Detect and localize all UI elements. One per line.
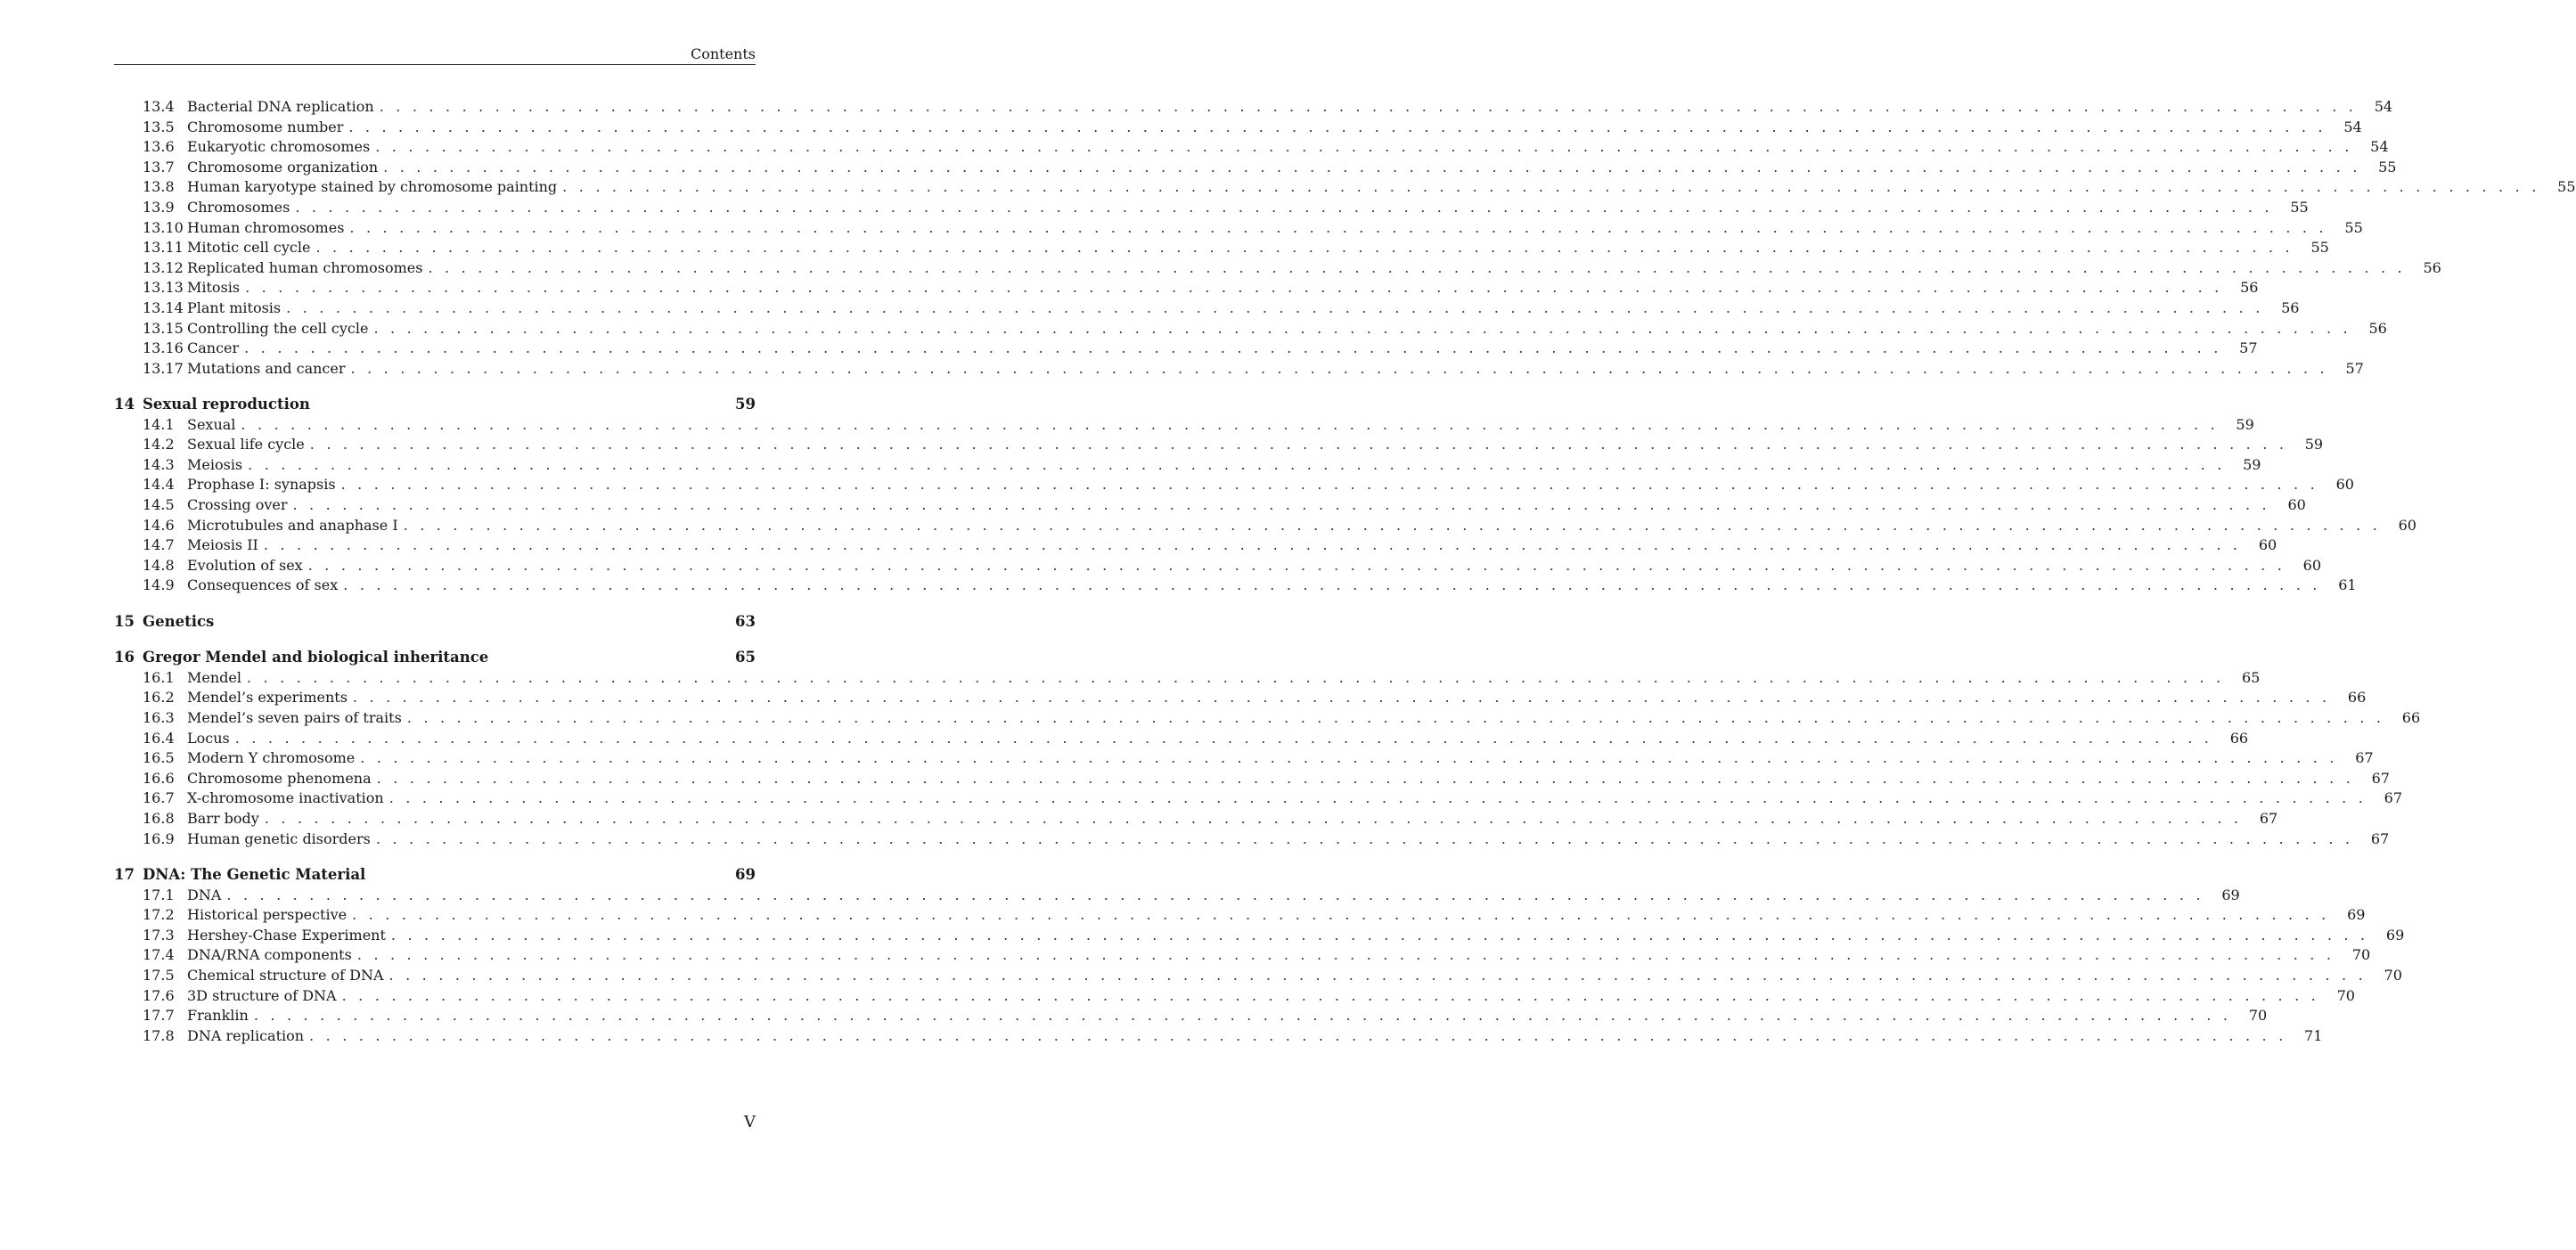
dot-leader: . . . . . . . . . . . . . . . . . . . . . . . . . . . . . . . . . . . . . . . . . . . . . . . . . . . . . . . . . . . . . . . . . . . . . . . . . . . . . . . . . . . . . . . . . . . . . . . . . . . . . . . . . . . . . . . . . . . . . . . . — [562, 178, 2540, 196]
toc-entry-title: Cancer — [187, 339, 240, 357]
toc-entry-number: 16.1 — [143, 668, 175, 686]
toc-entry-page: 70 — [2351, 946, 2371, 964]
page-number: V — [744, 1113, 756, 1132]
dot-leader: . . . . . . . . . . . . . . . . . . . . . . . . . . . . . . . . . . . . . . . . . . . . . . . . . . . . . . . . . . . . . . . . . . . . . . . . . . . . . . . . . . . . . . . . . . . . . . . . . . . . . . . . . . . . . . . . . . . . . . . . — [340, 476, 2318, 494]
dot-leader: . . . . . . . . . . . . . . . . . . . . . . . . . . . . . . . . . . . . . . . . . . . . . . . . . . . . . . . . . . . . . . . . . . . . . . . . . . . . . . . . . . . . . . . . . . . . . . . . . . . . . . . . . . . . . . . . . . . . . . . . — [226, 886, 2204, 903]
toc-entry-title: Modern Y chromosome — [187, 749, 356, 767]
toc-section-entry[interactable] — [114, 1026, 2323, 1047]
toc-entry-title: X-chromosome inactivation — [187, 789, 384, 807]
toc-section-entry[interactable] — [114, 769, 2390, 789]
toc-entry-page: 60 — [2398, 516, 2417, 534]
toc-entry-title: Locus — [187, 729, 230, 747]
dot-leader: . . . . . . . . . . . . . . . . . . . . . . . . . . . . . . . . . . . . . . . . . . . . . . . . . . . . . . . . . . . . . . . . . . . . . . . . . . . . . . . . . . . . . . . . . . . . . . . . . . . . . . . . . . . . . . . . . . . . . . . . — [245, 279, 2223, 297]
toc-entry-number: 13.15 — [143, 319, 184, 337]
toc-section-entry[interactable] — [114, 688, 2367, 708]
dot-leader: . . . . . . . . . . . . . . . . . . . . . . . . . . . . . . . . . . . . . . . . . . . . . . . . . . . . . . . . . . . . . . . . . . . . . . . . . . . . . . . . . . . . . . . . . . . . . . . . . . . . . . . . . . . . . . . . . . . . . . . . — [234, 729, 2213, 747]
toc-entry-page: 56 — [2281, 298, 2300, 316]
toc-entry-number: 17.7 — [143, 1007, 175, 1025]
toc-entry-page: 57 — [2345, 359, 2364, 377]
toc-entry-title: Consequences of sex — [187, 576, 339, 594]
toc-entry-title: Mendel — [187, 668, 241, 686]
toc-section-entry[interactable] — [114, 966, 2402, 986]
toc-entry-title: Human chromosomes — [187, 218, 345, 236]
toc-entry-number: 13.6 — [143, 138, 175, 156]
toc-entry-page: 59 — [2243, 455, 2261, 473]
dot-leader: . . . . . . . . . . . . . . . . . . . . . . . . . . . . . . . . . . . . . . . . . . . . . . . . . . . . . . . . . . . . . . . . . . . . . . . . . . . . . . . . . . . . . . . . . . . . . . . . . . . . . . . . . . . . . . . . . . . . . . . . — [388, 789, 2367, 807]
dot-leader: . . . . . . . . . . . . . . . . . . . . . . . . . . . . . . . . . . . . . . . . . . . . . . . . . . . . . . . . . . . . . . . . . . . . . . . . . . . . . . . . . . . . . . . . . . . . . . . . . . . . . . . . . . . . . . . . . . . . . . . . — [264, 809, 2243, 827]
toc-section-entry[interactable] — [114, 788, 2403, 809]
toc-entry-title: Barr body — [187, 809, 259, 827]
toc-entry-number: 13.17 — [143, 359, 184, 377]
toc-entry-page: 66 — [2347, 689, 2367, 707]
toc-section-entry[interactable] — [114, 886, 2240, 906]
toc-section-entry[interactable] — [114, 1006, 2268, 1026]
dot-leader: . . . . . . . . . . . . . . . . . . . . . . . . . . . . . . . . . . . . . . . . . . . . . . . . . . . . . . . . . . . . . . . . . . . . . . . . . . . . . . . . . . . . . . . . . . . . . . . . . . . . . . . . . . . . . . . . . . . . . . . . — [373, 319, 2351, 337]
toc-entry-title: Replicated human chromosomes — [187, 258, 423, 276]
toc-entry-number: 13.11 — [143, 239, 184, 257]
toc-entry-title: Bacterial DNA replication — [187, 98, 374, 115]
toc-entry-page: 54 — [2370, 138, 2389, 156]
toc-entry-page: 59 — [2304, 436, 2324, 453]
toc-entry-number: 17.3 — [143, 926, 175, 944]
toc-entry-number: 13.10 — [143, 218, 184, 236]
toc-entry-page: 54 — [2343, 118, 2362, 135]
running-header — [114, 45, 756, 65]
toc-entry-title: Chromosome phenomena — [187, 769, 372, 787]
toc-entry-number: 13.12 — [143, 258, 184, 276]
dot-leader: . . . . . . . . . . . . . . . . . . . . . . . . . . . . . . . . . . . . . . . . . . . . . . . . . . . . . . . . . . . . . . . . . . . . . . . . . . . . . . . . . . . . . . . . . . . . . . . . . . . . . . . . . . . . . . . . . . . . . . . . — [348, 118, 2327, 135]
toc-entry-number: 17.4 — [143, 946, 175, 964]
table-of-contents — [114, 97, 2576, 1046]
toc-entry-page: 70 — [2336, 986, 2355, 1004]
dot-leader: . . . . . . . . . . . . . . . . . . . . . . . . . . . . . . . . . . . . . . . . . . . . . . . . . . . . . . . . . . . . . . . . . . . . . . . . . . . . . . . . . . . . . . . . . . . . . . . . . . . . . . . . . . . . . . . . . . . . . . . . — [315, 239, 2294, 257]
toc-entry-page: 55 — [2344, 218, 2363, 236]
toc-entry-number: 14.1 — [143, 415, 175, 433]
toc-entry-title: Plant mitosis — [187, 298, 282, 316]
toc-section-entry[interactable] — [114, 435, 2324, 455]
toc-section-entry[interactable] — [114, 238, 2329, 258]
toc-entry-title: Genetics — [143, 612, 215, 630]
toc-entry-title: Chemical structure of DNA — [187, 966, 384, 984]
toc-section-entry[interactable] — [114, 359, 2364, 380]
dot-leader: . . . . . . . . . . . . . . . . . . . . . . . . . . . . . . . . . . . . . . . . . . . . . . . . . . . . . . . . . . . . . . . . . . . . . . . . . . . . . . . . . . . . . . . . . . . . . . . . . . . . . . . . . . . . . . . . . . . . . . . . — [375, 829, 2354, 847]
dot-leader: . . . . . . . . . . . . . . . . . . . . . . . . . . . . . . . . . . . . . . . . . . . . . . . . . . . . . . . . . . . . . . . . . . . . . . . . . . . . . . . . . . . . . . . . . . . . . . . . . . . . . . . . . . . . . . . . . . . . . . . . — [428, 258, 2406, 276]
dot-leader: . . . . . . . . . . . . . . . . . . . . . . . . . . . . . . . . . . . . . . . . . . . . . . . . . . . . . . . . . . . . . . . . . . . . . . . . . . . . . . . . . . . . . . . . . . . . . . . . . . . . . . . . . . . . . . . . . . . . . . . . — [263, 536, 2242, 554]
toc-entry-title: Chromosomes — [187, 198, 290, 216]
toc-entry-number: 14.6 — [143, 516, 175, 534]
toc-section-entry[interactable] — [114, 708, 2421, 729]
toc-entry-page: 60 — [2302, 556, 2322, 574]
toc-section-entry[interactable] — [114, 829, 2390, 850]
toc-entry-page: 67 — [2370, 829, 2390, 847]
toc-chapter-entry[interactable] — [114, 395, 756, 415]
toc-entry-page: 55 — [2378, 158, 2397, 176]
toc-section-entry[interactable] — [114, 556, 2322, 576]
toc-section-entry[interactable] — [114, 258, 2441, 279]
toc-entry-number: 17.2 — [143, 906, 175, 924]
toc-entry-page: 66 — [2229, 729, 2249, 747]
toc-entry-title: 3D structure of DNA — [187, 986, 337, 1004]
toc-section-entry[interactable] — [114, 137, 2389, 158]
dot-leader: . . . . . . . . . . . . . . . . . . . . . . . . . . . . . . . . . . . . . . . . . . . . . . . . . . . . . . . . . . . . . . . . . . . . . . . . . . . . . . . . . . . . . . . . . . . . . . . . . . . . . . . . . . . . . . . . . . . . . . . . — [375, 138, 2353, 156]
toc-entry-title: Prophase I: synapsis — [187, 476, 336, 494]
toc-entry-page: 56 — [2423, 258, 2441, 276]
toc-entry-number: 14.5 — [143, 496, 175, 514]
toc-entry-number: 13.5 — [143, 118, 175, 135]
dot-leader: . . . . . . . . . . . . . . . . . . . . . . . . . . . . . . . . . . . . . . . . . . . . . . . . . . . . . . . . . . . . . . . . . . . . . . . . . . . . . . . . . . . . . . . . . . . . . . . . . . . . . . . . . . . . . . . . . . . . . . . . — [253, 1007, 2232, 1025]
toc-section-entry[interactable] — [114, 339, 2258, 359]
toc-entry-page: 54 — [2374, 98, 2393, 115]
toc-entry-title: Crossing over — [187, 496, 288, 514]
dot-leader: . . . . . . . . . . . . . . . . . . . . . . . . . . . . . . . . . . . . . . . . . . . . . . . . . . . . . . . . . . . . . . . . . . . . . . . . . . . . . . . . . . . . . . . . . . . . . . . . . . . . . . . . . . . . . . . . . . . . . . . . — [388, 966, 2367, 984]
toc-entry-page: 61 — [2338, 576, 2357, 594]
toc-entry-number: 17.8 — [143, 1026, 175, 1044]
toc-entry-number: 14.7 — [143, 536, 175, 554]
toc-entry-title: DNA — [187, 886, 222, 903]
toc-entry-number: 14.4 — [143, 476, 175, 494]
dot-leader: . . . . . . . . . . . . . . . . . . . . . . . . . . . . . . . . . . . . . . . . . . . . . . . . . . . . . . . . . . . . . . . . . . . . . . . . . . . . . . . . . . . . . . . . . . . . . . . . . . . . . . . . . . . . . . . . . . . . . . . . — [292, 496, 2270, 514]
toc-entry-page: 70 — [2384, 966, 2402, 984]
toc-entry-number: 13.4 — [143, 98, 175, 115]
toc-entry-title: Franklin — [187, 1007, 249, 1025]
toc-entry-number: 16.3 — [143, 709, 175, 727]
toc-section-entry[interactable] — [114, 97, 2393, 118]
dot-leader: . . . . . . . . . . . . . . . . . . . . . . . . . . . . . . . . . . . . . . . . . . . . . . . . . . . . . . . . . . . . . . . . . . . . . . . . . . . . . . . . . . . . . . . . . . . . . . . . . . . . . . . . . . . . . . . . . . . . . . . . — [376, 769, 2354, 787]
toc-entry-title: Eukaryotic chromosomes — [187, 138, 371, 156]
toc-entry-title: Gregor Mendel and biological inheritance — [143, 649, 489, 666]
toc-entry-number: 17.5 — [143, 966, 175, 984]
dot-leader: . . . . . . . . . . . . . . . . . . . . . . . . . . . . . . . . . . . . . . . . . . . . . . . . . . . . . . . . . . . . . . . . . . . . . . . . . . . . . . . . . . . . . . . . . . . . . . . . . . . . . . . . . . . . . . . . . . . . . . . . — [246, 668, 2225, 686]
toc-section-entry[interactable] — [114, 278, 2259, 298]
toc-entry-page: 56 — [2240, 279, 2259, 297]
dot-leader: . . . . . . . . . . . . . . . . . . . . . . . . . . . . . . . . . . . . . . . . . . . . . . . . . . . . . . . . . . . . . . . . . . . . . . . . . . . . . . . . . . . . . . . . . . . . . . . . . . . . . . . . . . . . . . . . . . . . . . . . — [350, 359, 2328, 377]
dot-leader: . . . . . . . . . . . . . . . . . . . . . . . . . . . . . . . . . . . . . . . . . . . . . . . . . . . . . . . . . . . . . . . . . . . . . . . . . . . . . . . . . . . . . . . . . . . . . . . . . . . . . . . . . . . . . . . . . . . . . . . . — [241, 415, 2219, 433]
toc-entry-page: 55 — [2290, 198, 2309, 216]
dot-leader: . . . . . . . . . . . . . . . . . . . . . . . . . . . . . . . . . . . . . . . . . . . . . . . . . . . . . . . . . . . . . . . . . . . . . . . . . . . . . . . . . . . . . . . . . . . . . . . . . . . . . . . . . . . . . . . . . . . . . . . . — [379, 98, 2358, 115]
toc-entry-page: 69 — [735, 865, 756, 883]
toc-entry-title: DNA replication — [187, 1026, 305, 1044]
toc-entry-number: 16.9 — [143, 829, 175, 847]
toc-entry-number: 13.13 — [143, 279, 184, 297]
header-title: Contents — [690, 45, 756, 62]
toc-section-entry[interactable] — [114, 729, 2249, 749]
toc-entry-title: Human genetic disorders — [187, 829, 371, 847]
toc-entry-page: 65 — [2241, 668, 2261, 686]
dot-leader: . . . . . . . . . . . . . . . . . . . . . . . . . . . . . . . . . . . . . . . . . . . . . . . . . . . . . . . . . . . . . . . . . . . . . . . . . . . . . . . . . . . . . . . . . . . . . . . . . . . . . . . . . . . . . . . . . . . . . . . . — [307, 556, 2286, 574]
toc-entry-title: Microtubules and anaphase I — [187, 516, 398, 534]
toc-entry-number: 17 — [114, 865, 135, 883]
toc-entry-number: 14.9 — [143, 576, 175, 594]
toc-entry-title: Mutations and cancer — [187, 359, 346, 377]
toc-section-entry[interactable] — [114, 495, 2306, 516]
toc-chapter-entry[interactable] — [114, 648, 756, 668]
toc-entry-number: 17.6 — [143, 986, 175, 1004]
toc-section-entry[interactable] — [114, 198, 2309, 218]
toc-section-entry[interactable] — [114, 748, 2374, 769]
toc-entry-number: 16.8 — [143, 809, 175, 827]
toc-entry-number: 13.7 — [143, 158, 175, 176]
dot-leader: . . . . . . . . . . . . . . . . . . . . . . . . . . . . . . . . . . . . . . . . . . . . . . . . . . . . . . . . . . . . . . . . . . . . . . . . . . . . . . . . . . . . . . . . . . . . . . . . . . . . . . . . . . . . . . . . . . . . . . . . — [343, 576, 2321, 594]
toc-entry-title: Sexual — [187, 415, 236, 433]
toc-entry-page: 57 — [2239, 339, 2258, 357]
toc-entry-page: 60 — [2258, 536, 2278, 554]
dot-leader: . . . . . . . . . . . . . . . . . . . . . . . . . . . . . . . . . . . . . . . . . . . . . . . . . . . . . . . . . . . . . . . . . . . . . . . . . . . . . . . . . . . . . . . . . . . . . . . . . . . . . . . . . . . . . . . . . . . . . . . . — [341, 986, 2319, 1004]
toc-entry-page: 55 — [2557, 178, 2576, 196]
dot-leader: . . . . . . . . . . . . . . . . . . . . . . . . . . . . . . . . . . . . . . . . . . . . . . . . . . . . . . . . . . . . . . . . . . . . . . . . . . . . . . . . . . . . . . . . . . . . . . . . . . . . . . . . . . . . . . . . . . . . . . . . — [390, 926, 2369, 944]
toc-entry-title: Controlling the cell cycle — [187, 319, 369, 337]
toc-entry-number: 14.3 — [143, 455, 175, 473]
toc-entry-page: 59 — [735, 396, 756, 413]
toc-section-entry[interactable] — [114, 298, 2300, 319]
toc-entry-page: 67 — [2371, 769, 2390, 787]
toc-entry-number: 16.7 — [143, 789, 175, 807]
dot-leader: . . . . . . . . . . . . . . . . . . . . . . . . . . . . . . . . . . . . . . . . . . . . . . . . . . . . . . . . . . . . . . . . . . . . . . . . . . . . . . . . . . . . . . . . . . . . . . . . . . . . . . . . . . . . . . . . . . . . . . . . — [360, 749, 2338, 767]
toc-entry-number: 14 — [114, 396, 135, 413]
toc-entry-page: 55 — [2310, 239, 2329, 257]
toc-section-entry[interactable] — [114, 475, 2354, 495]
dot-leader: . . . . . . . . . . . . . . . . . . . . . . . . . . . . . . . . . . . . . . . . . . . . . . . . . . . . . . . . . . . . . . . . . . . . . . . . . . . . . . . . . . . . . . . . . . . . . . . . . . . . . . . . . . . . . . . . . . . . . . . . — [356, 946, 2335, 964]
dot-leader: . . . . . . . . . . . . . . . . . . . . . . . . . . . . . . . . . . . . . . . . . . . . . . . . . . . . . . . . . . . . . . . . . . . . . . . . . . . . . . . . . . . . . . . . . . . . . . . . . . . . . . . . . . . . . . . . . . . . . . . . — [403, 516, 2381, 534]
toc-entry-number: 16.5 — [143, 749, 175, 767]
toc-section-entry[interactable] — [114, 319, 2387, 339]
dot-leader: . . . . . . . . . . . . . . . . . . . . . . . . . . . . . . . . . . . . . . . . . . . . . . . . . . . . . . . . . . . . . . . . . . . . . . . . . . . . . . . . . . . . . . . . . . . . . . . . . . . . . . . . . . . . . . . . . . . . . . . . — [352, 906, 2330, 924]
toc-entry-number: 13.8 — [143, 178, 175, 196]
toc-entry-number: 13.9 — [143, 198, 175, 216]
toc-entry-page: 67 — [2259, 809, 2278, 827]
toc-entry-number: 13.16 — [143, 339, 184, 357]
toc-entry-page: 67 — [2384, 789, 2403, 807]
toc-entry-number: 16.6 — [143, 769, 175, 787]
toc-entry-number: 13.14 — [143, 298, 184, 316]
toc-entry-title: DNA/RNA components — [187, 946, 352, 964]
toc-entry-title: Sexual reproduction — [143, 396, 310, 413]
toc-entry-number: 14.8 — [143, 556, 175, 574]
toc-entry-page: 69 — [2385, 926, 2405, 944]
toc-entry-title: Mendel’s seven pairs of traits — [187, 709, 402, 727]
toc-entry-page: 60 — [2287, 496, 2306, 514]
dot-leader: . . . . . . . . . . . . . . . . . . . . . . . . . . . . . . . . . . . . . . . . . . . . . . . . . . . . . . . . . . . . . . . . . . . . . . . . . . . . . . . . . . . . . . . . . . . . . . . . . . . . . . . . . . . . . . . . . . . . . . . . — [383, 158, 2361, 176]
dot-leader: . . . . . . . . . . . . . . . . . . . . . . . . . . . . . . . . . . . . . . . . . . . . . . . . . . . . . . . . . . . . . . . . . . . . . . . . . . . . . . . . . . . . . . . . . . . . . . . . . . . . . . . . . . . . . . . . . . . . . . . . — [309, 436, 2288, 453]
toc-entry-number: 17.1 — [143, 886, 175, 903]
toc-section-entry[interactable] — [114, 177, 2576, 198]
dot-leader: . . . . . . . . . . . . . . . . . . . . . . . . . . . . . . . . . . . . . . . . . . . . . . . . . . . . . . . . . . . . . . . . . . . . . . . . . . . . . . . . . . . . . . . . . . . . . . . . . . . . . . . . . . . . . . . . . . . . . . . . — [349, 218, 2327, 236]
toc-entry-page: 65 — [735, 649, 756, 666]
toc-entry-title: Mitosis — [187, 279, 241, 297]
toc-entry-number: 15 — [114, 612, 135, 630]
toc-entry-title: Meiosis II — [187, 536, 258, 554]
toc-section-entry[interactable] — [114, 455, 2261, 476]
toc-entry-page: 66 — [2401, 709, 2421, 727]
toc-chapter-entry[interactable] — [114, 865, 756, 886]
toc-entry-page: 60 — [2335, 476, 2354, 494]
dot-leader: . . . . . . . . . . . . . . . . . . . . . . . . . . . . . . . . . . . . . . . . . . . . . . . . . . . . . . . . . . . . . . . . . . . . . . . . . . . . . . . . . . . . . . . . . . . . . . . . . . . . . . . . . . . . . . . . . . . . . . . . — [352, 689, 2331, 707]
toc-entry-title: Sexual life cycle — [187, 436, 305, 453]
toc-entry-number: 16.2 — [143, 689, 175, 707]
toc-section-entry[interactable] — [114, 926, 2405, 946]
toc-entry-title: Hershey-Chase Experiment — [187, 926, 386, 944]
toc-entry-page: 69 — [2221, 886, 2240, 903]
dot-leader: . . . . . . . . . . . . . . . . . . . . . . . . . . . . . . . . . . . . . . . . . . . . . . . . . . . . . . . . . . . . . . . . . . . . . . . . . . . . . . . . . . . . . . . . . . . . . . . . . . . . . . . . . . . . . . . . . . . . . . . . — [295, 198, 2273, 216]
toc-entry-page: 69 — [2347, 906, 2366, 924]
toc-section-entry[interactable] — [114, 576, 2357, 596]
dot-leader: . . . . . . . . . . . . . . . . . . . . . . . . . . . . . . . . . . . . . . . . . . . . . . . . . . . . . . . . . . . . . . . . . . . . . . . . . . . . . . . . . . . . . . . . . . . . . . . . . . . . . . . . . . . . . . . . . . . . . . . . — [244, 339, 2222, 357]
toc-section-entry[interactable] — [114, 809, 2278, 829]
toc-section-entry[interactable] — [114, 535, 2278, 556]
toc-section-entry[interactable] — [114, 986, 2355, 1007]
toc-entry-number: 14.2 — [143, 436, 175, 453]
dot-leader: . . . . . . . . . . . . . . . . . . . . . . . . . . . . . . . . . . . . . . . . . . . . . . . . . . . . . . . . . . . . . . . . . . . . . . . . . . . . . . . . . . . . . . . . . . . . . . . . . . . . . . . . . . . . . . . . . . . . . . . . — [406, 709, 2385, 727]
toc-section-entry[interactable] — [114, 415, 2254, 436]
toc-entry-number: 16 — [114, 649, 135, 666]
toc-entry-title: Mendel’s experiments — [187, 689, 348, 707]
toc-entry-page: 63 — [735, 612, 756, 630]
toc-section-entry[interactable] — [114, 668, 2261, 689]
toc-section-entry[interactable] — [114, 905, 2366, 926]
dot-leader: . . . . . . . . . . . . . . . . . . . . . . . . . . . . . . . . . . . . . . . . . . . . . . . . . . . . . . . . . . . . . . . . . . . . . . . . . . . . . . . . . . . . . . . . . . . . . . . . . . . . . . . . . . . . . . . . . . . . . . . . — [309, 1026, 2287, 1044]
toc-entry-page: 59 — [2236, 415, 2254, 433]
toc-entry-title: Evolution of sex — [187, 556, 303, 574]
toc-entry-title: Chromosome organization — [187, 158, 379, 176]
dot-leader: . . . . . . . . . . . . . . . . . . . . . . . . . . . . . . . . . . . . . . . . . . . . . . . . . . . . . . . . . . . . . . . . . . . . . . . . . . . . . . . . . . . . . . . . . . . . . . . . . . . . . . . . . . . . . . . . . . . . . . . . — [286, 298, 2264, 316]
toc-entry-title: DNA: The Genetic Material — [143, 865, 366, 883]
toc-entry-page: 70 — [2248, 1007, 2268, 1025]
dot-leader: . . . . . . . . . . . . . . . . . . . . . . . . . . . . . . . . . . . . . . . . . . . . . . . . . . . . . . . . . . . . . . . . . . . . . . . . . . . . . . . . . . . . . . . . . . . . . . . . . . . . . . . . . . . . . . . . . . . . . . . . — [248, 455, 2226, 473]
toc-section-entry[interactable] — [114, 945, 2371, 966]
toc-section-entry[interactable] — [114, 118, 2362, 138]
toc-chapter-entry[interactable] — [114, 612, 756, 633]
toc-entry-page: 67 — [2355, 749, 2374, 767]
toc-entry-title: Chromosome number — [187, 118, 344, 135]
toc-section-entry[interactable] — [114, 158, 2397, 178]
toc-entry-number: 16.4 — [143, 729, 175, 747]
toc-entry-page: 56 — [2368, 319, 2387, 337]
toc-entry-title: Mitotic cell cycle — [187, 239, 311, 257]
toc-entry-title: Historical perspective — [187, 906, 348, 924]
toc-entry-page: 71 — [2304, 1026, 2323, 1044]
toc-section-entry[interactable] — [114, 516, 2417, 536]
toc-section-entry[interactable] — [114, 218, 2363, 239]
toc-entry-title: Human karyotype stained by chromosome painting — [187, 178, 558, 196]
toc-entry-title: Meiosis — [187, 455, 243, 473]
